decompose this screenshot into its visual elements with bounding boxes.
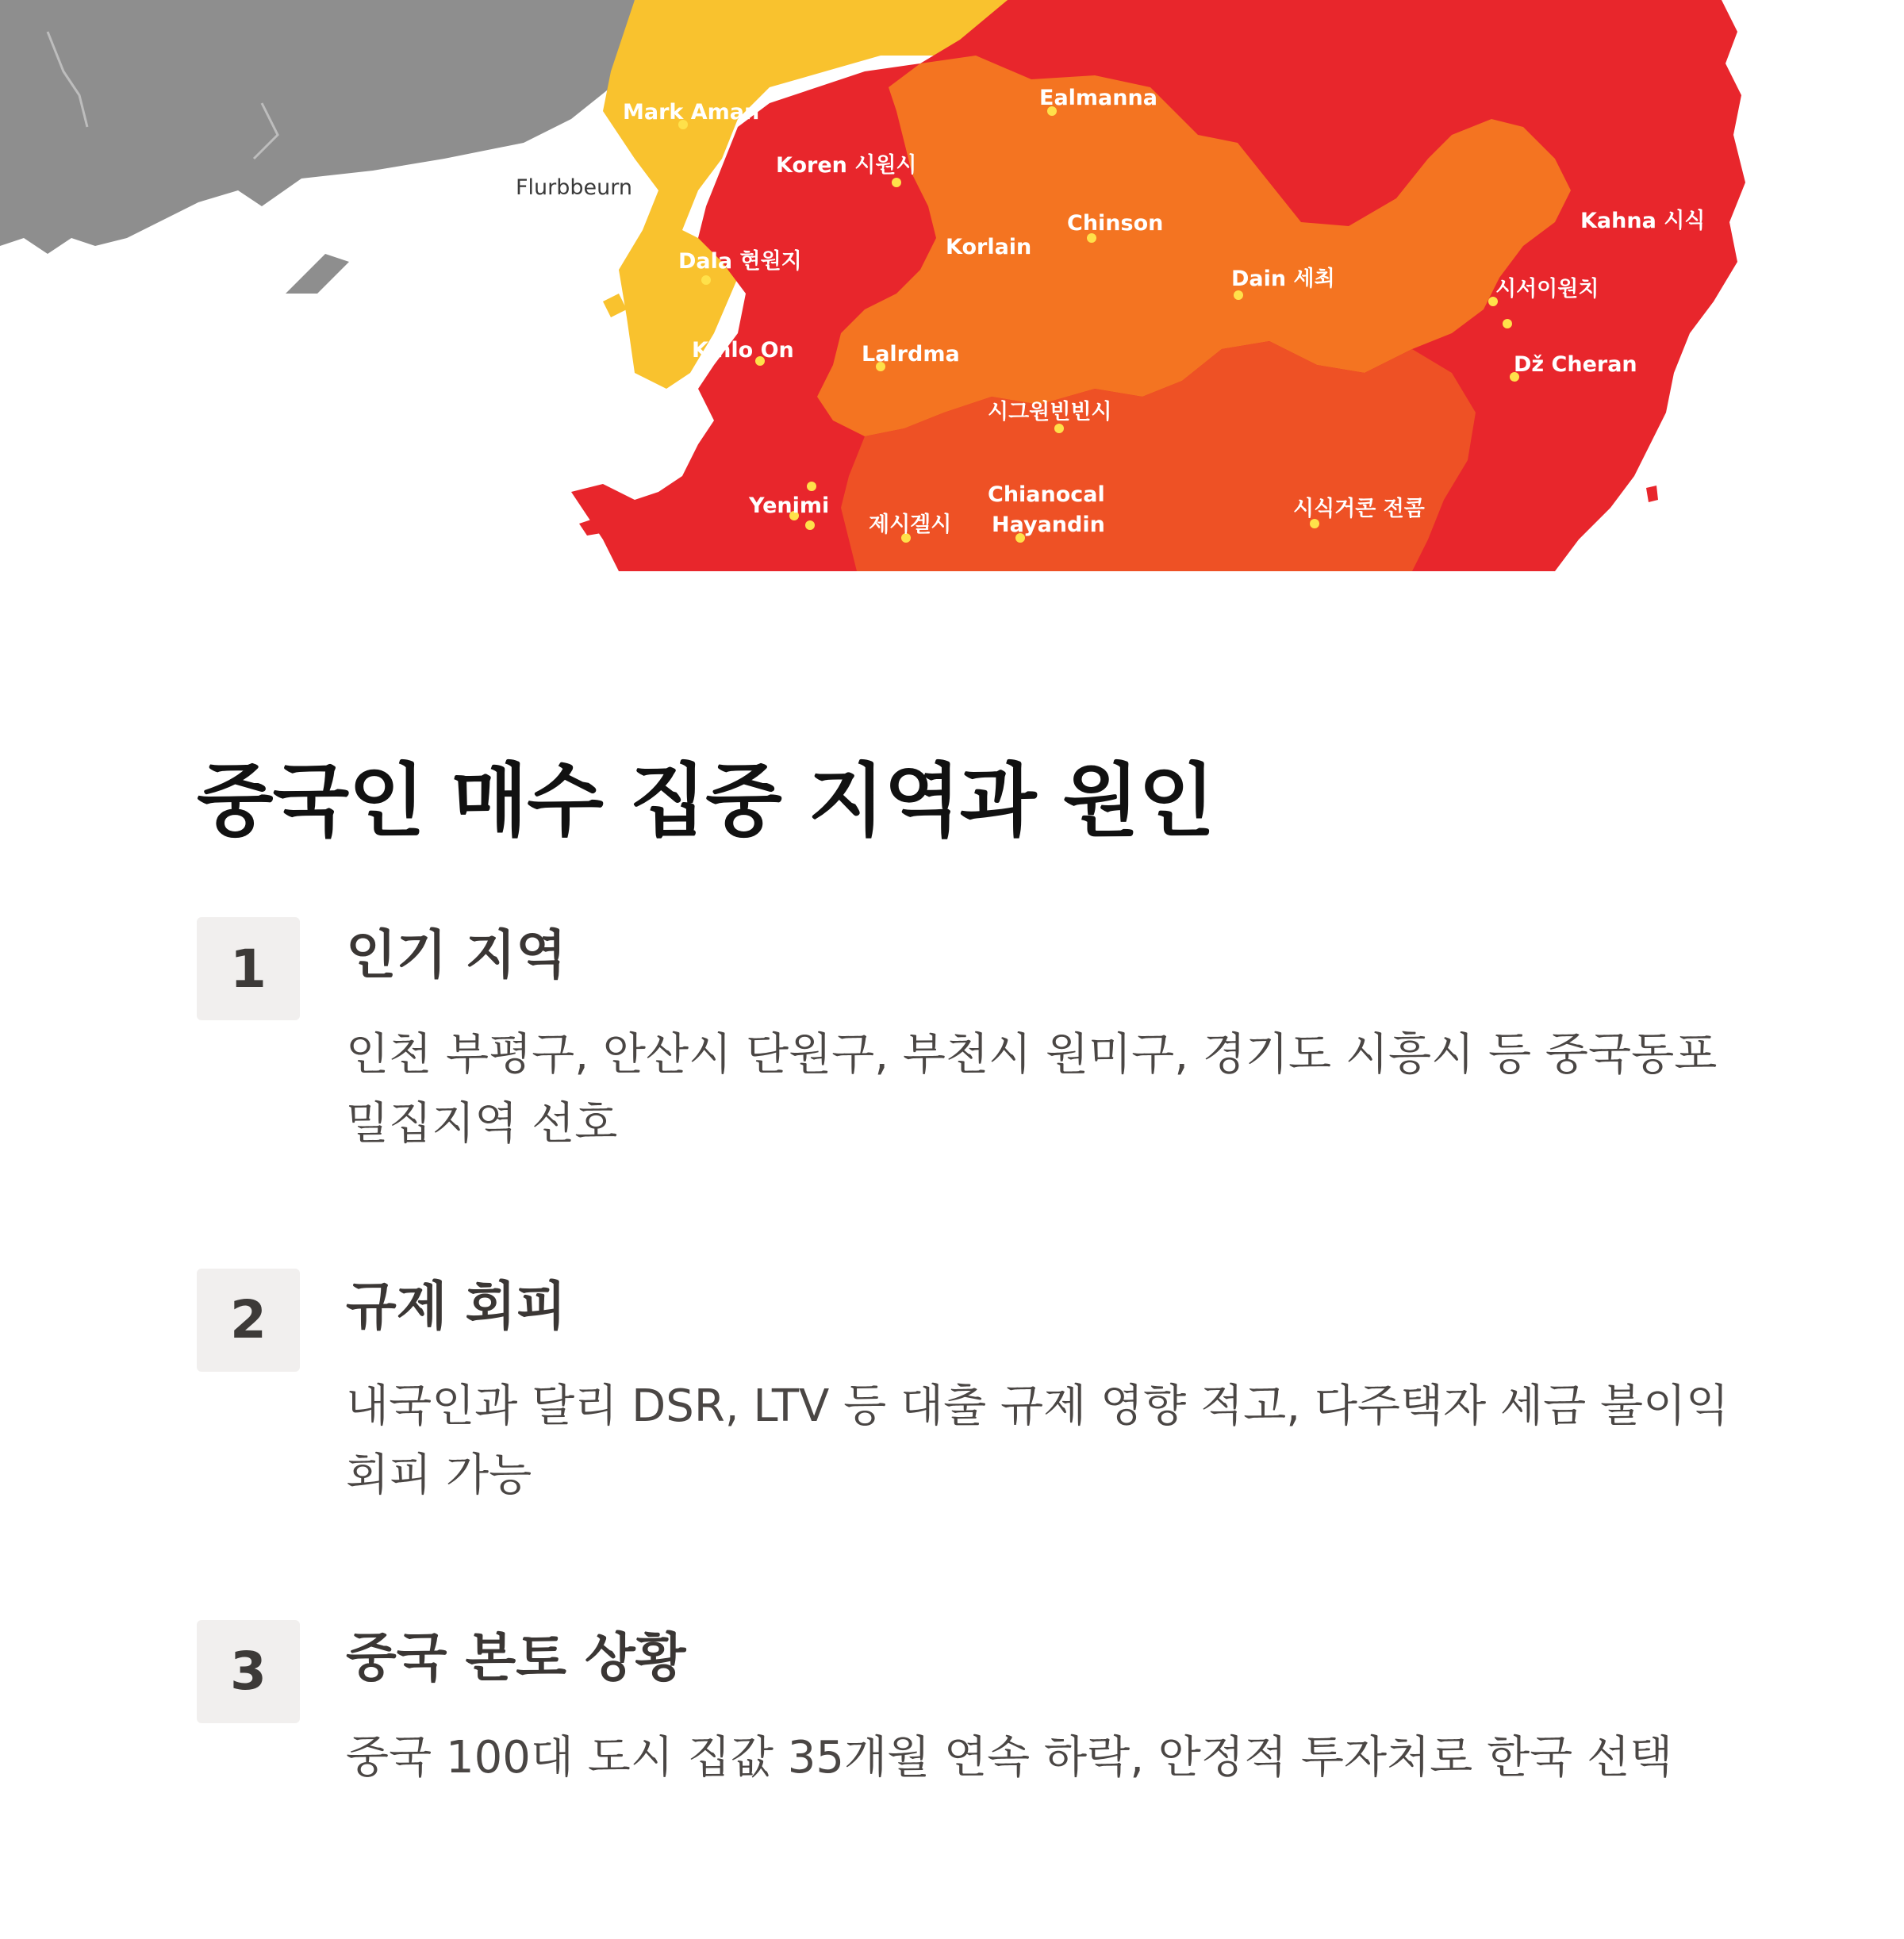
map-label: Flurbbeurn	[516, 175, 632, 200]
list-item	[197, 917, 1752, 1159]
map-label: Korlain	[946, 235, 1032, 259]
list-item-heading: 규제 회피	[346, 1275, 567, 1337]
map-label: Mark Aman	[623, 100, 760, 125]
map-label: Ealmanna	[1039, 86, 1157, 110]
map-red-dot	[1646, 486, 1658, 502]
list-item	[197, 1269, 1752, 1511]
map-gray-peninsula	[286, 254, 349, 294]
list-item-heading: 중국 본토 상황	[346, 1626, 686, 1688]
map-label: Chianocal	[988, 482, 1105, 507]
map-label: 시서이원치	[1495, 277, 1599, 301]
map-label: Chinson	[1067, 211, 1164, 236]
list-item	[197, 1620, 1752, 1793]
map-label: Kahna 시식	[1580, 209, 1706, 233]
number-badge: 3	[197, 1620, 300, 1723]
map-label: Koren 시원시	[776, 153, 917, 178]
map-yellow-dot-1	[603, 294, 627, 317]
page-title: 중국인 매수 집중 지역과 원인	[197, 754, 1215, 847]
region-map	[0, 0, 1904, 571]
map-label: 시그원빈빈시	[988, 400, 1112, 424]
map-label: Lalrdma	[862, 342, 960, 367]
list-item-body	[346, 1269, 1752, 1511]
list-item-body	[346, 917, 1752, 1159]
main-content	[197, 754, 1752, 1793]
map-label: Yenimi	[749, 493, 830, 518]
number-badge: 2	[197, 1269, 300, 1372]
map-label: 제시겔시	[869, 513, 952, 537]
map-label: 시식거콘 전콤	[1293, 497, 1425, 521]
list-item-description: 중국 100대 도시 집값 35개월 연속 하락, 안정적 투자처로 한국 선택	[346, 1731, 1673, 1783]
map-label: Dain 세최	[1231, 267, 1335, 291]
map-label: Hayandin	[992, 513, 1105, 537]
map-label: Dž Cheran	[1514, 352, 1637, 377]
list-item-description: 내국인과 달리 DSR, LTV 등 대출 규제 영향 적고, 다주택자 세금 불이익 회피 가능	[346, 1380, 1729, 1501]
region-map-svg	[0, 0, 1904, 571]
map-label: Kinlo On	[692, 338, 794, 363]
map-gray-land	[0, 0, 635, 254]
map-label: Dala 현원지	[678, 249, 802, 274]
list-item-body	[346, 1620, 1752, 1793]
list-item-description: 인천 부평구, 안산시 단원구, 부천시 원미구, 경기도 시흥시 등 중국동포 밀집지역 선호	[346, 1029, 1718, 1150]
number-badge: 1	[197, 917, 300, 1020]
list-item-heading: 인기 지역	[346, 924, 567, 985]
